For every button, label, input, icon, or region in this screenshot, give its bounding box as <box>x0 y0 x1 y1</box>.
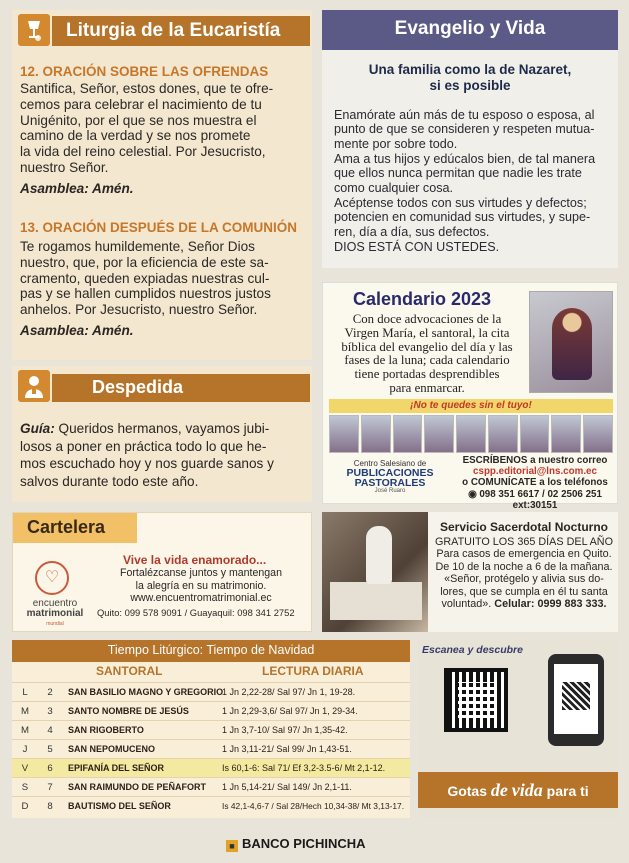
table-row: J 5 SAN NEPOMUCENO 1 Jn 3,11-21/ Sal 99/ Jn 1,43-51. <box>12 739 410 758</box>
calendario-cover-image <box>529 291 613 393</box>
calendario-ad <box>322 282 618 511</box>
cartelera-panel <box>12 512 312 632</box>
contact-email[interactable]: cspp.editorial@lns.com.ec <box>473 466 597 478</box>
heart-ring-icon: ♡ <box>35 561 69 595</box>
cartelera-phones: Quito: 099 578 9091 / Guayaquil: 098 341 2752 <box>97 607 295 618</box>
evangelio-paragraph-1: Enamórate aún más de tu esposo o esposa, al punto de que se consideren y respeten mutua- mente por sobre todo. <box>334 108 595 151</box>
encuentro-logo: encuentro matrimonial mundial <box>26 598 84 627</box>
table-row: M 3 SANTO NOMBRE DE JESÚS 1 Jn 2,29-3,6/ Sal 97/ Jn 1, 29-34. <box>12 701 410 720</box>
calendario-description: Con doce advocaciones de la Virgen María, el santoral, la cita bíblica del evangelio del día y las fases de la luna; cada calendario tiene portadas desprendibles para enmarcar. <box>341 312 513 395</box>
ofrendas-text: Santifica, Señor, estos dones, que te ofre- cemos para celebrar el nacimiento de tu Unigénito, por el que se nos muestra el camino de la verdad y se nos promete la vida del reino celestial. Por Jesucristo, nuestro Señor. <box>20 81 274 175</box>
liturgia-header <box>12 10 312 50</box>
sponsor-footer: ■ BANCO PICHINCHA <box>226 836 366 852</box>
evangelio-paragraph-2: Ama a tus hijos y edúcalos bien, de tal manera que ellos nunca permitan que nadie les trate como cualquier cosa. <box>334 152 596 195</box>
comunion-title: 13. ORACIÓN DESPUÉS DE LA COMUNIÓN <box>20 220 298 235</box>
evangelio-title: Evangelio y Vida <box>322 10 618 50</box>
thumbnail-image <box>361 415 391 453</box>
servicio-celular: Celular: 0999 883 333. <box>494 598 607 611</box>
liturgia-title: Liturgia de la Eucaristía <box>52 16 310 46</box>
santoral-header: SANTORAL <box>96 664 163 678</box>
tiempo-title: Tiempo Litúrgico: Tiempo de Navidad <box>12 640 410 662</box>
evangelio-paragraph-4: DIOS ESTÁ CON USTEDES. <box>334 240 500 254</box>
table-row: V 6 EPIFANÍA DEL SEÑOR Is 60,1-6: Sal 71/ Ef 3,2-3.5-6/ Mt 2,1-12. <box>12 758 410 777</box>
speaker-person-icon <box>18 370 50 402</box>
ofrendas-response: Asamblea: Amén. <box>20 181 134 196</box>
cartelera-text: Fortalézcanse juntos y mantengan la alegría en su matrimonio. www.encuentromatrimonial.ec <box>97 567 305 605</box>
calendario-tagline: ¡No te quedes sin el tuyo! <box>329 399 613 413</box>
despedida-text: Guía: Queridos hermanos, vayamos jubi- losos a poner en práctica todo lo que he- mos escuchado hoy y nos guarde sanos y salvos durante todo este año. <box>20 421 274 489</box>
calendario-title: Calendario 2023 <box>353 289 492 309</box>
table-row: M 4 SAN RIGOBERTO 1 Jn 3,7-10/ Sal 97/ Jn 1,35-42. <box>12 720 410 739</box>
despedida-panel <box>12 366 312 502</box>
table-row: S 7 SAN RAIMUNDO DE PEÑAFORT 1 Jn 5,14-21/ Sal 149/ Jn 2,1-11. <box>12 777 410 796</box>
comunion-response: Asamblea: Amén. <box>20 323 134 338</box>
evangelio-paragraph-3: Acéptense todos con sus virtudes y defectos; potencien en comunidad sus virtudes, y supe- ren, día a día, sus defectos. <box>334 196 591 239</box>
thumbnail-image <box>583 415 613 453</box>
cartelera-title: Cartelera <box>13 513 137 543</box>
gotas-de-vida-banner: Gotas de vida para ti <box>418 772 618 808</box>
calendario-contact: ESCRÍBENOS a nuestro correo cspp.editorial@lns.com.ec o COMUNÍCATE a los teléfonos ◉ 098 351 6617 / 02 2506 251 ext:30151 <box>453 455 617 511</box>
comunion-text: Te rogamos humildemente, Señor Dios nuestro, que, por la eficiencia de este sa- cramento, queden expiadas nuestras cul- pas y se hallen cumplidos nuestros justos anhelos. Por Jesucristo, nuestro Señor. <box>20 239 271 318</box>
smartphone-icon <box>548 654 604 746</box>
whatsapp-icon: ◉ <box>468 488 477 500</box>
publicaciones-logo: Centro Salesiano de PUBLICACIONES PASTORALES José Ruaro <box>346 459 434 494</box>
gotas-de-vida-ad <box>418 640 618 818</box>
calendario-thumbnails <box>329 415 613 453</box>
cartelera-website[interactable]: www.encuentromatrimonial.ec <box>130 592 272 605</box>
thumbnail-image <box>520 415 550 453</box>
servicio-text: GRATUITO LOS 365 DÍAS DEL AÑO Para casos de emergencia en Quito. De 10 de la noche a 6 de la mañana. «Señor, protégelo y alivia sus do- lores, que se cumpla en él tu santa voluntad». Celular: 0999 883 333. <box>434 536 613 611</box>
thumbnail-image <box>424 415 454 453</box>
thumbnail-image <box>551 415 581 453</box>
thumbnail-image <box>393 415 423 453</box>
thumbnail-image <box>329 415 359 453</box>
evangelio-subtitle: Una familia como la de Nazaret, si es posible <box>368 62 572 93</box>
cartelera-headline: Vive la vida enamorado... <box>123 553 267 567</box>
thumbnail-image <box>456 415 486 453</box>
qr-tagline: Escanea y descubre <box>422 644 523 656</box>
lectura-header: LECTURA DIARIA <box>262 664 364 678</box>
table-row: L 2 SAN BASILIO MAGNO Y GREGORIO 1 Jn 2,22-28/ Sal 97/ Jn 1, 19-28. <box>12 682 410 701</box>
ofrendas-title: 12. ORACIÓN SOBRE LAS OFRENDAS <box>20 64 269 79</box>
evangelio-panel <box>322 10 618 268</box>
thumbnail-image <box>488 415 518 453</box>
servicio-panel <box>322 512 618 632</box>
banco-pichincha-logo-icon: ■ <box>226 840 238 852</box>
despedida-title: Despedida <box>52 374 310 402</box>
tiempo-liturgico-table <box>12 640 410 818</box>
servicio-title: Servicio Sacerdotal Nocturno <box>439 520 609 534</box>
priest-bedside-photo <box>322 512 428 632</box>
chalice-icon <box>18 14 50 46</box>
qr-code-icon[interactable] <box>444 668 508 732</box>
liturgia-panel <box>12 10 312 360</box>
table-row: D 8 BAUTISMO DEL SEÑOR Is 42,1-4,6-7 / Sal 28/Hech 10,34-38/ Mt 3,13-17. <box>12 796 410 815</box>
